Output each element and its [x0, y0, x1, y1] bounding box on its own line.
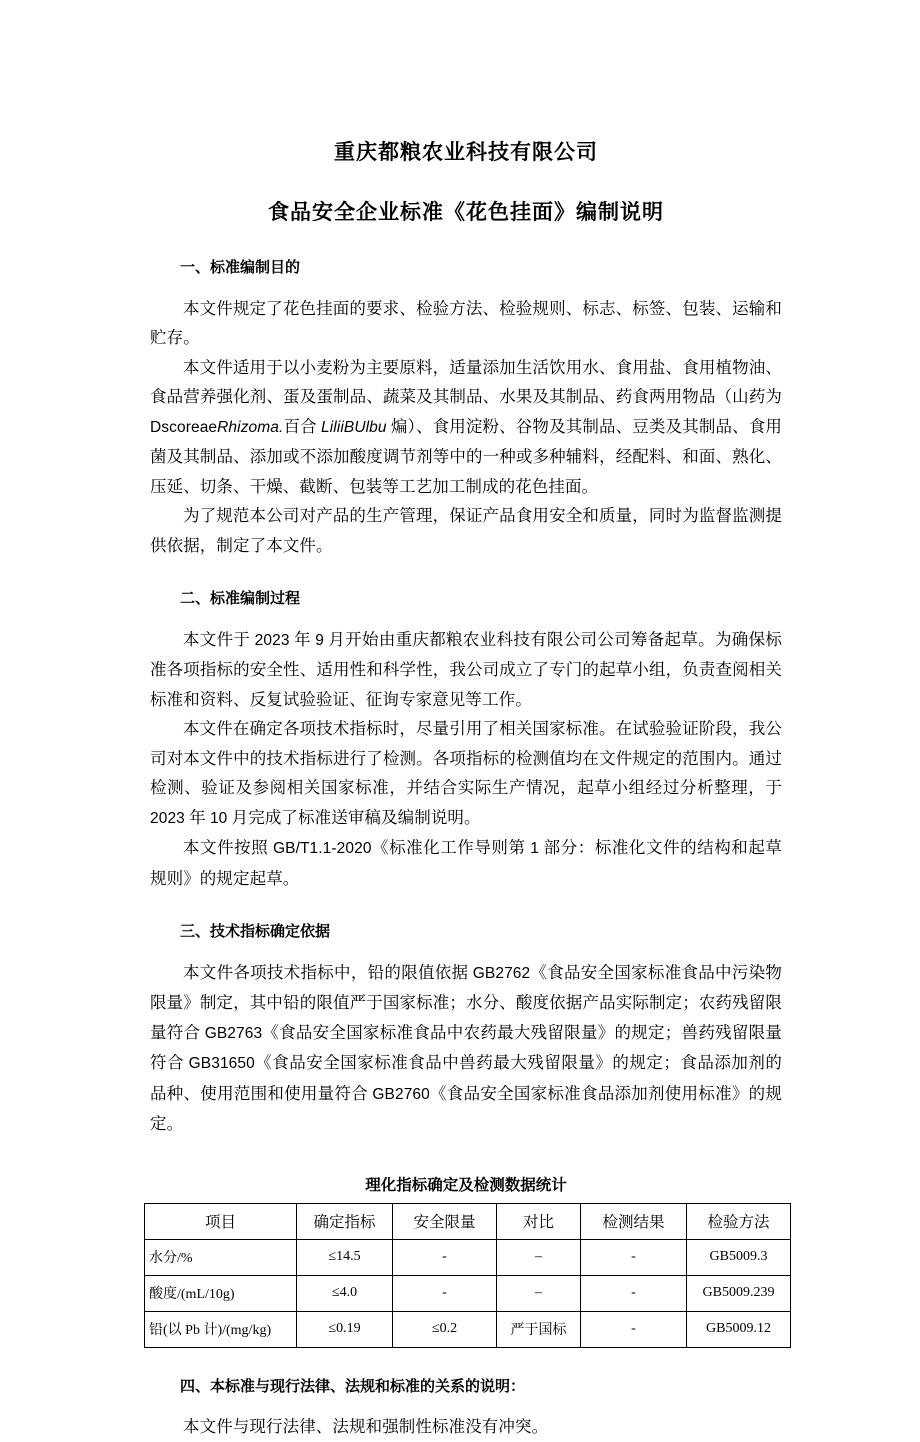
- cell-safety-limit: -: [393, 1239, 497, 1275]
- cell-safety-limit: -: [393, 1275, 497, 1311]
- section-heading-3: 三、技术指标确定依据: [180, 923, 331, 941]
- physicochemical-table-block: [150, 1173, 782, 1348]
- text-run-lat-i: LiliiBUlbu: [321, 418, 387, 436]
- cell-comparison: 严于国标: [497, 1311, 581, 1347]
- cell-method: GB5009.12: [687, 1311, 791, 1347]
- table-row: [145, 1311, 791, 1347]
- section-heading-4: 四、本标准与现行法律、法规和标准的关系的说明：: [180, 1377, 526, 1395]
- table-row: [145, 1239, 791, 1275]
- table-header-row: [145, 1203, 791, 1239]
- paragraph: 本文件与现行法律、法规和强制性标准没有冲突。: [183, 1417, 549, 1437]
- paragraph: 本文件于 2023 年 9 月开始由重庆都粮农业科技有限公司公司筹备起草。为确保标准各项指标的安全性、适用性和科学性，我公司成立了专门的起草小组，负责查阅相关标准和资料、反复试验验证、征询专家意见等工作。: [150, 629, 782, 709]
- column-header-determined: 确定指标: [297, 1203, 393, 1239]
- paragraph: 为了规范本公司对产品的生产管理，保证产品食用安全和质量，同时为监督监测提供依据，制定了本文件。: [150, 506, 782, 555]
- column-header-safety-limit: 安全限量: [393, 1203, 497, 1239]
- text-run-num: 1: [530, 840, 539, 858]
- section-drafting-process: [150, 586, 782, 893]
- text-run-num: 2023: [150, 809, 185, 827]
- column-header-item: 项目: [145, 1203, 297, 1239]
- cell-test-result: -: [581, 1311, 687, 1347]
- cell-method: GB5009.3: [687, 1239, 791, 1275]
- cell-comparison: –: [497, 1275, 581, 1311]
- paragraph: 本文件规定了花色挂面的要求、检验方法、检验规则、标志、标签、包装、运输和贮存。: [150, 298, 782, 348]
- section-heading-2: 二、标准编制过程: [180, 590, 301, 608]
- section-relationship-statement: [150, 1374, 782, 1442]
- section-standard-purpose: [150, 255, 782, 560]
- text-run-num: 9: [315, 631, 324, 649]
- cell-comparison: –: [497, 1239, 581, 1275]
- cell-determined: ≤0.19: [297, 1311, 393, 1347]
- text-run-lat: Dscoreae: [150, 418, 218, 436]
- text-run-lat: GB2763: [204, 1024, 263, 1042]
- cell-safety-limit: ≤0.2: [393, 1311, 497, 1347]
- paragraph: 本文件在确定各项技术指标时，尽量引用了相关国家标准。在试验验证阶段，我公司对本文件中的技术指标进行了检测。各项指标的检测值均在文件规定的范围内。通过检测、验证及参阅相关国家标准，并结合实际生产情况，起草小组经过分析整理，于 2023 年 10 月完成了标准送审稿及编制说明。: [150, 719, 782, 827]
- cell-test-result: -: [581, 1275, 687, 1311]
- table-row: [145, 1275, 791, 1311]
- paragraph: 本文件按照 GB/T1.1-2020《标准化工作导则第 1 部分：标准化文件的结构和起草规则》的规定起草。: [150, 838, 782, 888]
- column-header-comparison: 对比: [497, 1203, 581, 1239]
- cell-method: GB5009.239: [687, 1275, 791, 1311]
- text-run-lat: GB/T1.1-2020: [272, 840, 372, 858]
- physicochemical-data-table: [144, 1203, 791, 1348]
- section-technical-basis: [150, 919, 782, 1139]
- text-run-lat: GB2762: [472, 964, 531, 982]
- company-title: 重庆都粮农业科技有限公司: [334, 141, 598, 164]
- text-run-lat: GB2760: [372, 1085, 430, 1103]
- cell-determined: ≤14.5: [297, 1239, 393, 1275]
- column-header-test-result: 检测结果: [581, 1203, 687, 1239]
- cell-item: 铅(以 Pb 计)/(mg/kg): [145, 1311, 297, 1347]
- text-run-lat-i: Rhizoma.: [217, 418, 284, 436]
- cell-test-result: -: [581, 1239, 687, 1275]
- cell-item: 水分/%: [145, 1239, 297, 1275]
- text-run-num: 2023: [254, 631, 290, 649]
- text-run-num: 10: [209, 809, 228, 827]
- text-run-lat: GB31650: [188, 1055, 255, 1073]
- cell-determined: ≤4.0: [297, 1275, 393, 1311]
- paragraph: 本文件各项技术指标中，铅的限值依据 GB2762《食品安全国家标准食品中污染物限量》制定，其中铅的限值严于国家标准；水分、酸度依据产品实际制定；农药残留限量符合 GB2763《食品安全国家标准食品中农药最大残留限量》的规定；兽药残留限量符合 GB31650《食品安全国家标准食品中兽药最大残留限量》的规定；食品添加剂的品种、使用范围和使用量符合 GB2760《食品安全国家标准食品添加剂使用标准》的规定。: [150, 962, 782, 1134]
- cell-item: 酸度/(mL/10g): [145, 1275, 297, 1311]
- section-heading-1: 一、标准编制目的: [180, 259, 301, 277]
- column-header-method: 检验方法: [687, 1203, 791, 1239]
- table-caption: 理化指标确定及检测数据统计: [365, 1176, 567, 1194]
- page-title: 食品安全企业标准《花色挂面》编制说明: [268, 200, 664, 224]
- paragraph: 本文件适用于以小麦粉为主要原料，适量添加生活饮用水、食用盐、食用植物油、食品营养强化剂、蛋及蛋制品、蔬菜及其制品、水果及其制品、药食两用物品（山药为 DscoreaeRhizoma.百合 LiliiBUlbu 煸）、食用淀粉、谷物及其制品、豆类及其制品、食用菌及其制品、添加或不添加酸度调节剂等中的一种或多种辅料，经配料、和面、熟化、压延、切条、干燥、截断、包装等工艺加工制成的花色挂面。: [150, 357, 782, 496]
